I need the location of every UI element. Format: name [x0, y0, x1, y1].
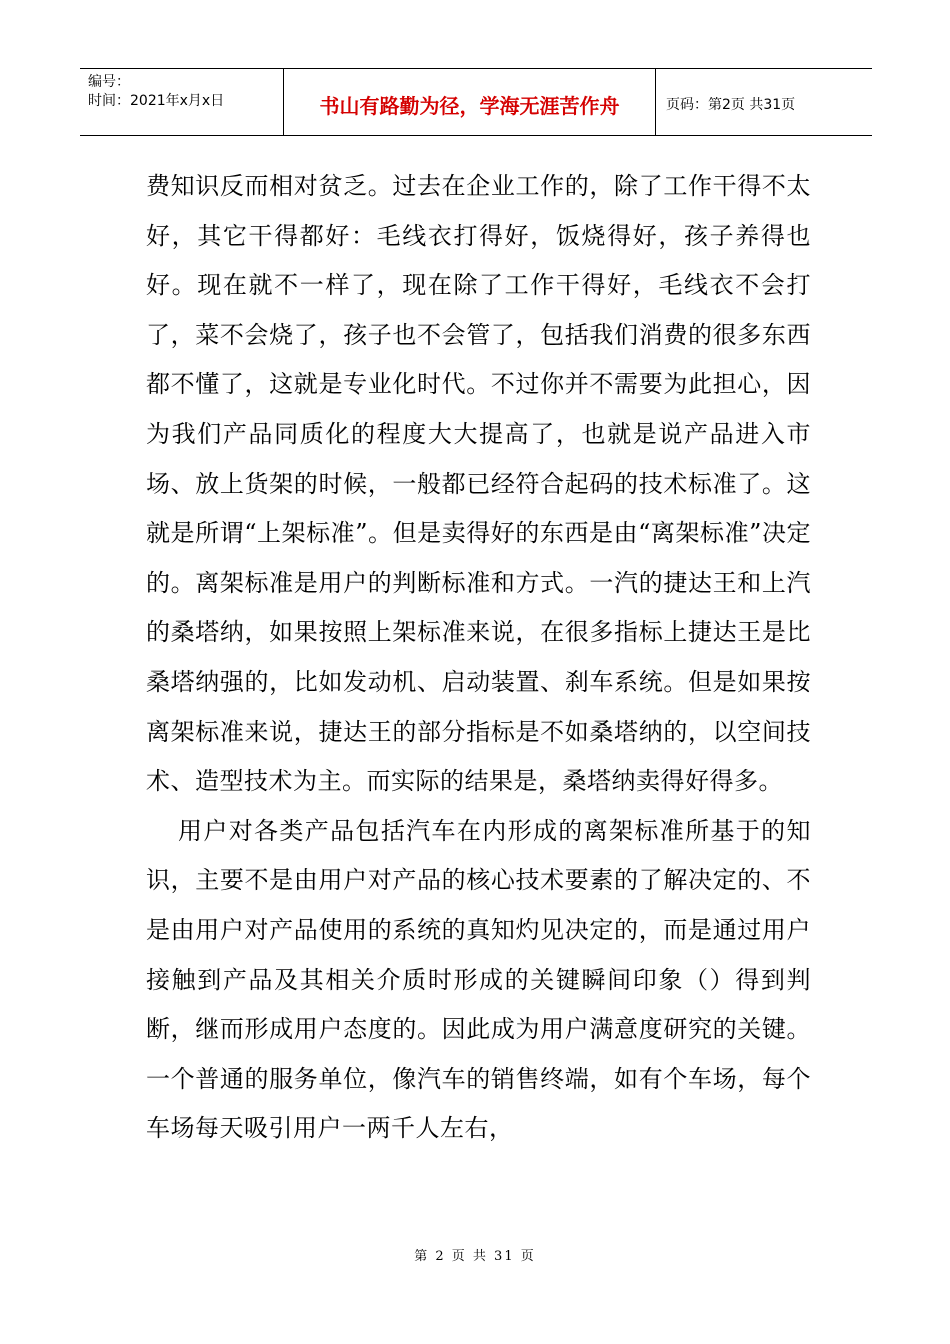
- document-body: [146, 162, 811, 1154]
- header-page-cell: [656, 69, 872, 135]
- page-info: 页码：第2页 共31页: [666, 96, 796, 113]
- header-motto-cell: [284, 69, 656, 135]
- page-header: [80, 68, 872, 136]
- paragraph-2: 用户对各类产品包括汽车在内形成的离架标准所基于的知识，主要不是由用户对产品的核心技术要素的了解决定的、不是由用户对产品使用的系统的真知灼见决定的，而是通过用户接触到产品及其相关介质时形成的关键瞬间印象（）得到判断，继而形成用户态度的。因此成为用户满意度研究的关键。一个普通的服务单位，像汽车的销售终端，如有个车场，每个车场每天吸引用户一两千人左右，: [146, 816, 811, 1143]
- header-meta-cell: [80, 69, 284, 135]
- page-footer: 第 2 页 共 31 页: [414, 1249, 536, 1264]
- serial-label: 编号：: [88, 74, 130, 90]
- paragraph-1: 费知识反而相对贫乏。过去在企业工作的，除了工作干得不太好，其它干得都好：毛线衣打得好，饭烧得好，孩子养得也好。现在就不一样了，现在除了工作干得好，毛线衣不会打了，菜不会烧了，孩子也不会管了，包括我们消费的很多东西都不懂了，这就是专业化时代。不过你并不需要为此担心，因为我们产品同质化的程度大大提高了，也就是说产品进入市场、放上货架的时候，一般都已经符合起码的技术标准了。这就是所谓“上架标准”。但是卖得好的东西是由“离架标准”决定的。离架标准是用户的判断标准和方式。一汽的捷达王和上汽的桑塔纳，如果按照上架标准来说，在很多指标上捷达王是比桑塔纳强的，比如发动机、启动装置、刹车系统。但是如果按离架标准来说，捷达王的部分指标是不如桑塔纳的，以空间技术、造型技术为主。而实际的结果是，桑塔纳卖得好得多。: [146, 172, 811, 796]
- motto-text: 书山有路勤为径，学海无涯苦作舟: [319, 93, 620, 118]
- time-label: 时间：2021年x月x日: [88, 93, 225, 109]
